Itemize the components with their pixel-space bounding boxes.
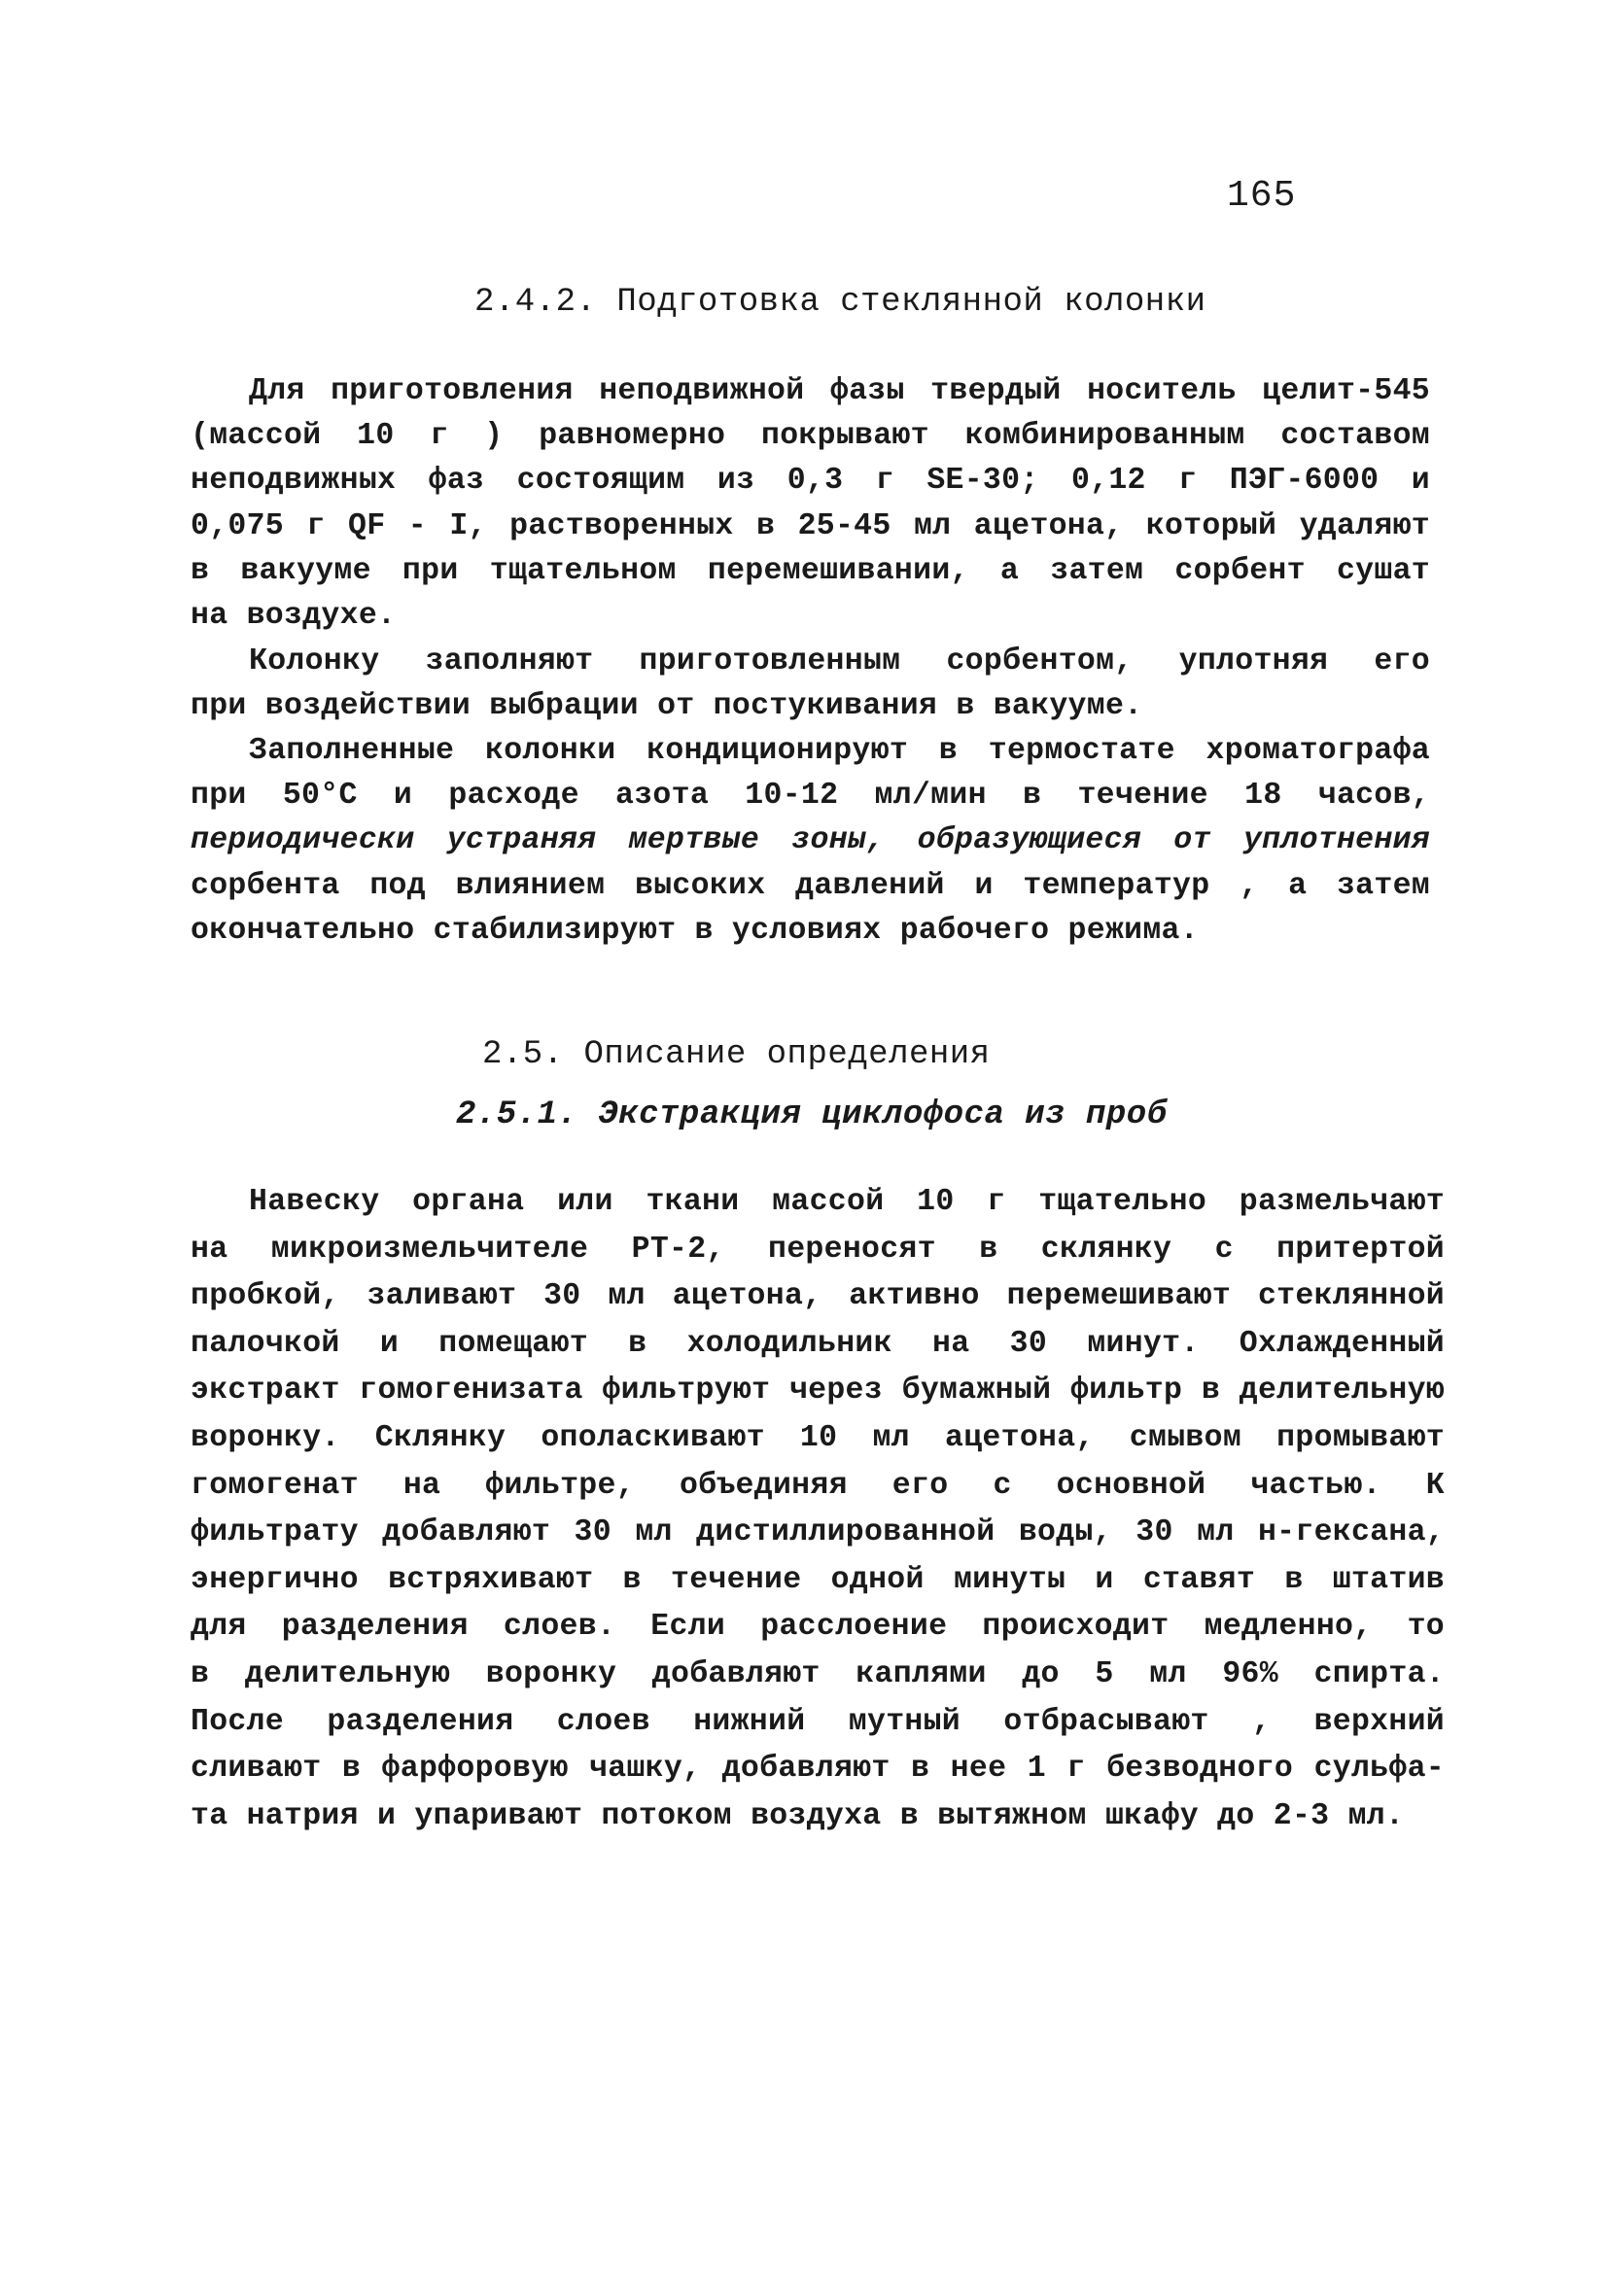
text-line: энергично встряхивают в течение одной минуты и ставят в штатив bbox=[191, 1562, 1445, 1597]
text-line: фильтрату добавляют 30 мл дистиллированной воды, 30 мл н-гексана, bbox=[191, 1515, 1445, 1550]
text-line: Колонку заполняют приготовленным сорбентом, уплотняя его bbox=[249, 644, 1430, 678]
text-line: экстракт гомогенизата фильтруют через бумажный фильтр в делительную bbox=[191, 1374, 1445, 1409]
section-heading-2-5: 2.5. Описание определения bbox=[482, 1036, 991, 1073]
paragraph-extraction bbox=[191, 1180, 1445, 1841]
paragraph-column-conditioning bbox=[191, 729, 1430, 954]
section-heading-2-5-1: 2.5.1. Экстракция циклофоса из проб bbox=[456, 1096, 1168, 1133]
text-line: при воздействии выбрации от постукивания в вакууме. bbox=[191, 689, 1143, 724]
text-line: на микроизмельчителе РТ-2, переносят в склянку с притертой bbox=[191, 1232, 1445, 1267]
text-line: 0,075 г QF - I, растворенных в 25-45 мл ацетона, который удаляют bbox=[191, 508, 1430, 543]
text-line: пробкой, заливают 30 мл ацетона, активно перемешивают стеклянной bbox=[191, 1279, 1445, 1314]
text-line: на воздухе. bbox=[191, 598, 397, 633]
text-line: палочкой и помещают в холодильник на 30 минут. Охлажденный bbox=[191, 1326, 1445, 1361]
text-line: периодически устраняя мертвые зоны, образующиеся от уплотнения bbox=[191, 823, 1430, 858]
text-line: та натрия и упаривают потоком воздуха в вытяжном шкафу до 2-3 мл. bbox=[191, 1798, 1405, 1833]
section-heading-2-4-2: 2.4.2. Подготовка стеклянной колонки bbox=[474, 284, 1206, 321]
text-line: окончательно стабилизируют в условиях рабочего режима. bbox=[191, 913, 1199, 948]
text-line: Заполненные колонки кондиционируют в термостате хроматографа bbox=[249, 734, 1430, 768]
page-number: 165 bbox=[1227, 175, 1297, 217]
text-line: гомогенат на фильтре, объединяя его с основной частью. К bbox=[191, 1468, 1445, 1503]
text-line: в делительную воронку добавляют каплями до 5 мл 96% спирта. bbox=[191, 1656, 1445, 1691]
paragraph-column-filling bbox=[191, 640, 1430, 729]
paragraph-sorbent-preparation bbox=[191, 369, 1430, 639]
text-line: сорбента под влиянием высоких давлений и температур , а затем bbox=[191, 868, 1430, 903]
text-line: Для приготовления неподвижной фазы твердый носитель целит-545 bbox=[249, 374, 1430, 408]
text-line: После разделения слоев нижний мутный отбрасывают , верхний bbox=[191, 1704, 1445, 1739]
text-line: неподвижных фаз состоящим из 0,3 г SE-30; 0,12 г ПЭГ-6000 и bbox=[191, 464, 1430, 499]
text-line: для разделения слоев. Если расслоение происходит медленно, то bbox=[191, 1610, 1445, 1645]
text-line: сливают в фарфоровую чашку, добавляют в нее 1 г безводного сульфа- bbox=[191, 1752, 1445, 1787]
text-line: (массой 10 г ) равномерно покрывают комбинированным составом bbox=[191, 419, 1430, 454]
text-line: в вакууме при тщательном перемешивании, а затем сорбент сушат bbox=[191, 553, 1430, 588]
text-line: Навеску органа или ткани массой 10 г тщательно размельчают bbox=[249, 1185, 1445, 1219]
text-line: при 50°C и расходе азота 10-12 мл/мин в течение 18 часов, bbox=[191, 779, 1430, 814]
text-line: воронку. Склянку ополаскивают 10 мл ацетона, смывом промывают bbox=[191, 1420, 1445, 1455]
